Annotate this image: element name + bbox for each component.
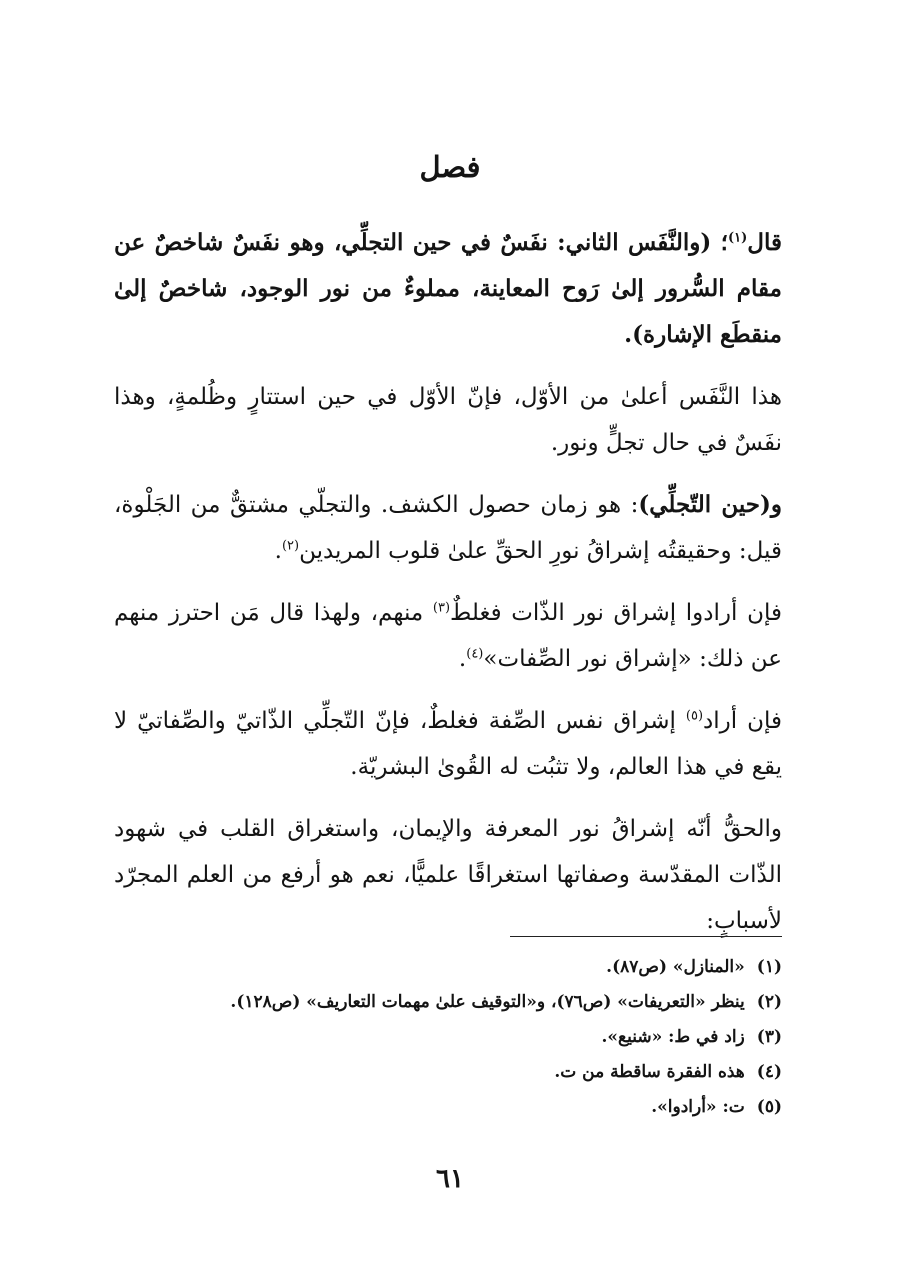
- paragraph-4: [114, 590, 782, 682]
- footnote-separator: [510, 936, 782, 937]
- paragraph-3: [114, 482, 782, 574]
- footnote-text: ت: «أرادوا».: [651, 1097, 745, 1117]
- paragraph-1: [114, 220, 782, 358]
- section-heading: فصل: [419, 150, 481, 184]
- main-text: [114, 220, 782, 960]
- footnote-3: [114, 1020, 782, 1055]
- quote-lead: قال: [747, 229, 782, 256]
- footnote-number: (٤): [756, 1062, 782, 1082]
- footnote-2: [114, 985, 782, 1020]
- footnote-4: [114, 1055, 782, 1090]
- paragraph-text: هذا النَّفَس أعلىٰ من الأوّل، فإنّ الأوّل في حين استتارٍ وظُلمةٍ، وهذا نفَسٌ في حال تجلٍّ ونور.: [114, 384, 782, 456]
- footnotes-list: [114, 950, 782, 1125]
- paragraph-2: [114, 374, 782, 466]
- footnote-5: [114, 1090, 782, 1125]
- footnote-ref-3[interactable]: (٣): [432, 600, 451, 616]
- footnote-number: (٥): [756, 1097, 782, 1117]
- footnote-text: «المنازل» (ص٨٧).: [606, 957, 745, 977]
- quote-text: ؛ (والنَّفَس الثاني: نفَسٌ في حين التجلِّي، وهو نفَسٌ شاخصٌ عن مقام السُّرور إلىٰ رَوح المعاينة، مملوءٌ من نور الوجود، شاخصٌ إلىٰ منقطَع الإشارة).: [114, 229, 782, 348]
- paragraph-text-cont: إشراق نفس الصِّفة فغلطٌ، فإنّ التّجلِّي الذّاتيّ والصِّفاتيّ لا يقع في هذا العالم، ولا تثبُت له القُوىٰ البشريّة.: [114, 708, 782, 780]
- footnote-text: هذه الفقرة ساقطة من ت.: [554, 1062, 745, 1082]
- footnote-ref-4[interactable]: (٤): [466, 646, 484, 662]
- page-number: ٦١: [436, 1164, 464, 1194]
- footnote-number: (١): [756, 957, 782, 977]
- paragraph-6: [114, 806, 782, 944]
- footnote-number: (٣): [756, 1027, 782, 1047]
- paragraph-text: والحقُّ أنّه إشراقُ نور المعرفة والإيمان، واستغراق القلب في شهود الذّات المقدّسة وصفاتها استغراقًا علميًّا، نعم هو أرفع من العلم المجرّد لأسبابٍ:: [114, 816, 782, 934]
- paragraph-5: [114, 698, 782, 790]
- paragraph-text: فإن أراد: [703, 708, 782, 734]
- term-lead: و(حين التّجلِّي): [638, 491, 782, 518]
- footnote-text: زاد في ط: «شنيع».: [601, 1027, 745, 1047]
- footnote-ref-1[interactable]: (١): [727, 230, 748, 246]
- footnote-ref-2[interactable]: (٢): [281, 538, 300, 554]
- paragraph-end: .: [458, 646, 467, 672]
- footnote-text: ينظر «التعريفات» (ص٧٦)، و«التوقيف علىٰ مهمات التعاريف» (ص١٢٨).: [230, 992, 745, 1012]
- footnote-1: [114, 950, 782, 985]
- paragraph-text: : هو زمان حصول الكشف. والتجلّي مشتقٌّ من الجَلْوة، قيل: وحقيقتُه إشراقُ نورِ الحقِّ علىٰ قلوب المريدين: [114, 492, 782, 564]
- footnote-ref-5[interactable]: (٥): [685, 708, 704, 724]
- paragraph-end: .: [274, 538, 282, 564]
- paragraph-text-cont: منهم، ولهذا قال مَن احترز منهم عن ذلك: «إشراق نور الصِّفات»: [114, 600, 782, 672]
- footnote-number: (٢): [756, 992, 782, 1012]
- paragraph-text: فإن أرادوا إشراق نور الذّات فغلطٌ: [450, 600, 782, 626]
